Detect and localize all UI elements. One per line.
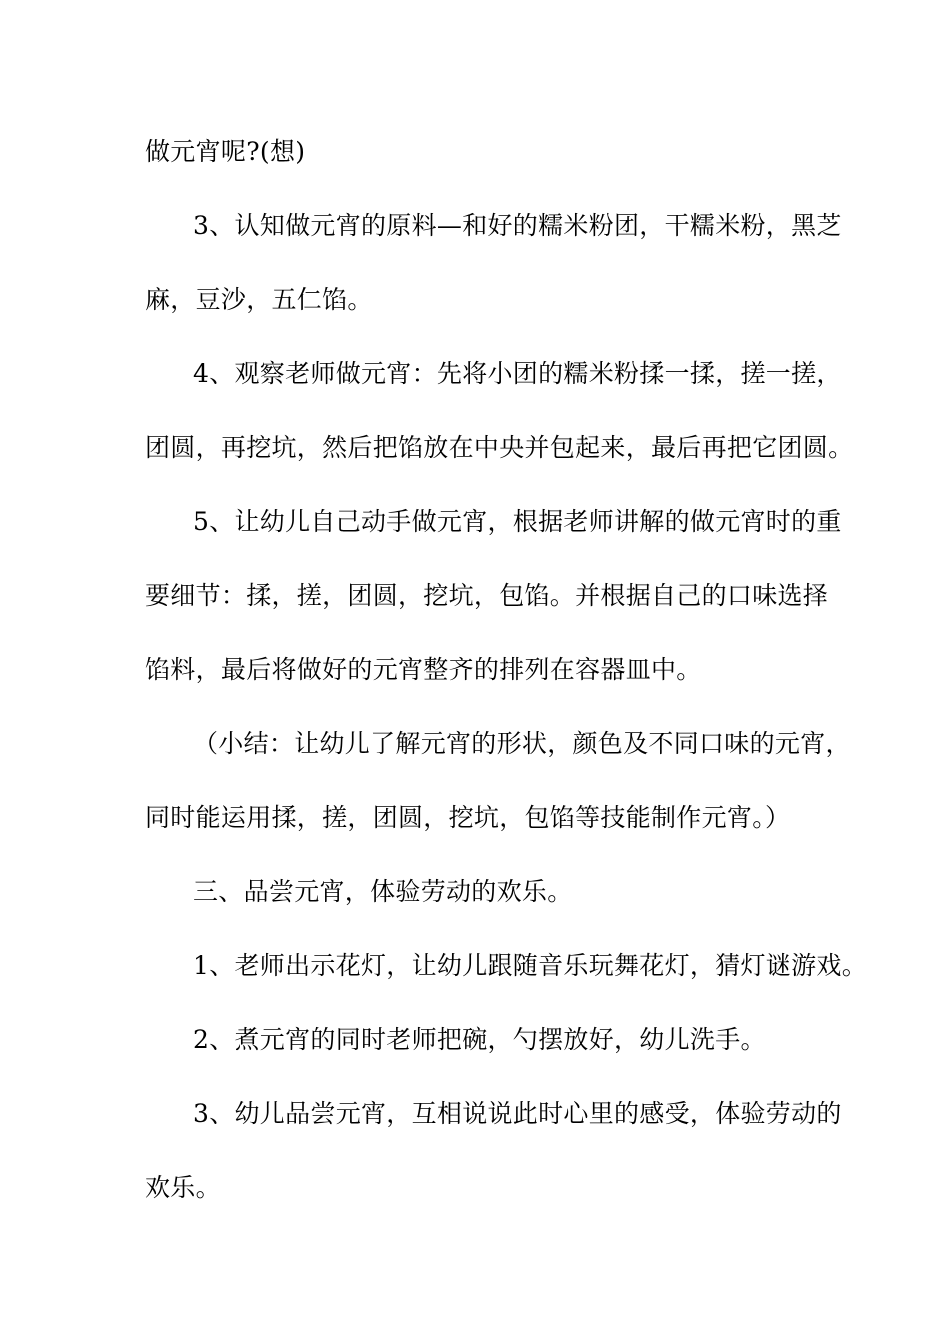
text-line-14: 3、幼儿品尝元宵，互相说说此时心里的感受，体验劳动的 [193,1099,842,1128]
text-line-15: 欢乐。 [145,1173,221,1202]
text-line-8: 馅料，最后将做好的元宵整齐的排列在容器皿中。 [145,655,702,684]
text-line-10: 同时能运用揉，搓，团圆，挖坑，包馅等技能制作元宵。） [145,803,791,832]
text-line-3: 麻，豆沙，五仁馅。 [145,285,373,314]
text-line-1: 做元宵呢?(想) [145,137,306,166]
text-line-6: 5、让幼儿自己动手做元宵，根据老师讲解的做元宵时的重 [193,507,842,536]
text-line-12: 1、老师出示花灯，让幼儿跟随音乐玩舞花灯，猜灯谜游戏。 [193,951,868,980]
text-line-2: 3、认知做元宵的原料—和好的糯米粉团，干糯米粉，黑芝 [193,211,842,240]
text-line-13: 2、煮元宵的同时老师把碗，勺摆放好，幼儿洗手。 [193,1025,766,1054]
text-line-4: 4、观察老师做元宵：先将小团的糯米粉揉一揉，搓一搓， [193,359,842,388]
text-line-7: 要细节：揉，搓，团圆，挖坑，包馅。并根据自己的口味选择 [145,581,829,610]
text-line-5: 团圆，再挖坑，然后把馅放在中央并包起来，最后再把它团圆。 [145,433,854,462]
section-heading: 三、品尝元宵，体验劳动的欢乐。 [193,877,573,906]
text-line-9: （小结：让幼儿了解元宵的形状，颜色及不同口味的元宵， [193,729,851,758]
